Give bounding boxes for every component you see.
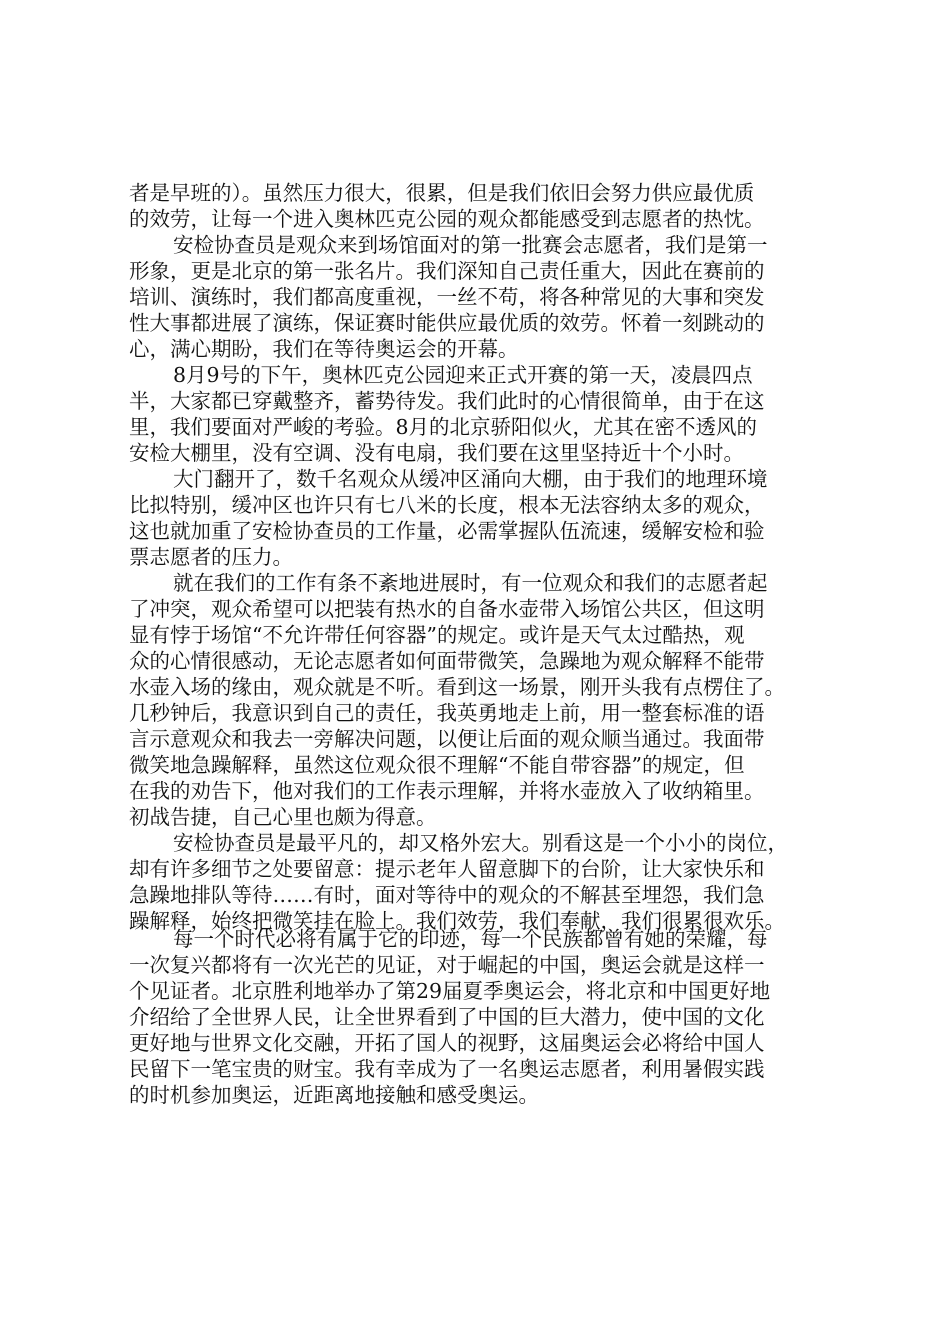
text-line: 个见证者。北京胜利地举办了第29届夏季奥运会，将北京和中国更好地 xyxy=(129,979,771,1003)
text-block-1 xyxy=(129,180,841,934)
text-line: 水壶入场的缘由，观众就是不听。看到这一场景，刚开头我有点楞住了。 xyxy=(129,675,785,699)
text-line: 介绍给了全世界人民，让全世界看到了中国的巨大潜力，使中国的文化 xyxy=(129,1005,765,1029)
text-line: 初战告捷，自己心里也颇为得意。 xyxy=(129,805,437,829)
paragraph-first-line: 就在我们的工作有条不紊地进展时，有一位观众和我们的志愿者起 xyxy=(173,571,768,595)
text-line: 言示意观众和我去一旁解决问题，以便让后面的观众顺当通过。我面带 xyxy=(129,727,765,751)
text-line: 众的心情很感动，无论志愿者如何面带微笑，急躁地为观众解释不能带 xyxy=(129,649,765,673)
text-line: 一次复兴都将有一次光芒的见证，对于崛起的中国，奥运会就是这样一 xyxy=(129,953,765,977)
paragraph-first-line: 每一个时代必将有属于它的印迹，每一个民族都曾有她的荣耀，每 xyxy=(173,927,768,951)
text-line: 显有悖于场馆“不允许带任何容器”的规定。或许是天气太过酷热，观 xyxy=(129,623,745,647)
text-line: 了冲突，观众希望可以把装有热水的自备水壶带入场馆公共区，但这明 xyxy=(129,597,765,621)
text-line: 的效劳，让每一个进入奥林匹克公园的观众都能感受到志愿者的热忱。 xyxy=(129,207,765,231)
text-line: 形象，更是北京的第一张名片。我们深知自己责任重大，因此在赛前的 xyxy=(129,259,765,283)
text-line: 微笑地急躁解释，虽然这位观众很不理解“不能自带容器”的规定，但 xyxy=(129,753,745,777)
text-line: 票志愿者的压力。 xyxy=(129,545,293,569)
text-line: 这也就加重了安检协查员的工作量，必需掌握队伍流速，缓解安检和验 xyxy=(129,519,765,543)
text-line: 急躁地排队等待……有时，面对等待中的观众的不解甚至埋怨，我们急 xyxy=(129,883,765,907)
text-line: 民留下一笔宝贵的财宝。我有幸成为了一名奥运志愿者，利用暑假实践 xyxy=(129,1057,765,1081)
text-line: 性大事都进展了演练，保证赛时能供应最优质的效劳。怀着一刻跳动的 xyxy=(129,311,765,335)
text-line: 培训、演练时，我们都高度重视，一丝不苟，将各种常见的大事和突发 xyxy=(129,285,765,309)
text-line: 更好地与世界文化交融，开拓了国人的视野，这届奥运会必将给中国人 xyxy=(129,1031,765,1055)
text-line: 心，满心期盼，我们在等待奥运会的开幕。 xyxy=(129,337,519,361)
paragraph-first-line: 大门翻开了，数千名观众从缓冲区涌向大棚，由于我们的地理环境 xyxy=(173,467,768,491)
text-block-2 xyxy=(129,926,841,1108)
text-line: 躁解释，始终把微笑挂在脸上。我们效劳，我们奉献，我们很累很欢乐。 xyxy=(129,909,785,933)
text-line: 却有许多细节之处要留意：提示老年人留意脚下的台阶，让大家快乐和 xyxy=(129,857,765,881)
paragraph-first-line: 安检协查员是最平凡的，却又格外宏大。别看这是一个小小的岗位， xyxy=(173,831,788,855)
text-line: 者是早班的）。虽然压力很大，很累，但是我们依旧会努力供应最优质 xyxy=(129,181,755,205)
text-line: 半，大家都已穿戴整齐，蓄势待发。我们此时的心情很简单，由于在这 xyxy=(129,389,765,413)
text-line: 几秒钟后，我意识到自己的责任，我英勇地走上前，用一整套标准的语 xyxy=(129,701,765,725)
text-line: 在我的劝告下，他对我们的工作表示理解，并将水壶放入了收纳箱里。 xyxy=(129,779,765,803)
text-line: 的时机参加奥运，近距离地接触和感受奥运。 xyxy=(129,1083,539,1107)
text-line: 里，我们要面对严峻的考验。8月的北京骄阳似火，尤其在密不透风的 xyxy=(129,415,758,439)
paragraph-first-line: 安检协查员是观众来到场馆面对的第一批赛会志愿者，我们是第一 xyxy=(173,233,768,257)
text-line: 安检大棚里，没有空调、没有电扇，我们要在这里坚持近十个小时。 xyxy=(129,441,744,465)
text-line: 比拟特别，缓冲区也许只有七八米的长度，根本无法容纳太多的观众， xyxy=(129,493,765,517)
paragraph-first-line: 8月9号的下午，奥林匹克公园迎来正式开赛的第一天，凌晨四点 xyxy=(173,363,753,387)
